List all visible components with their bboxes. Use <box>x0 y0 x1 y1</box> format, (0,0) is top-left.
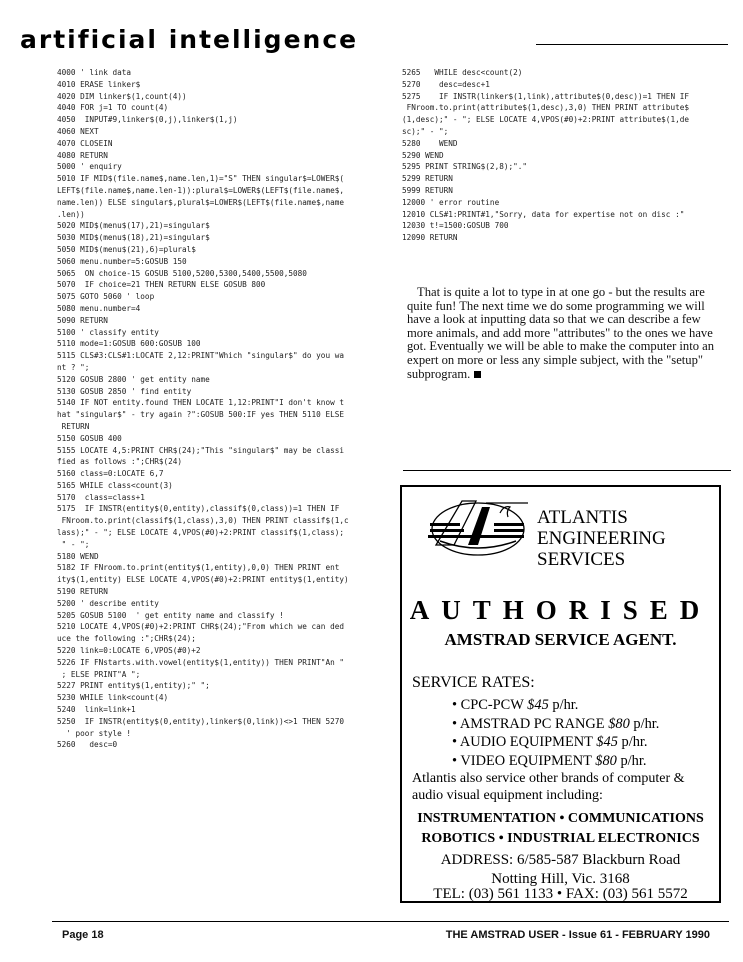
code-line: 5999 RETURN <box>402 185 453 195</box>
address-line: Notting Hill, Vic. 3168 <box>491 871 630 887</box>
code-line: FNroom.to.print(classif$(1,class),3,0) THEN PRINT classif$(1,c <box>57 516 349 526</box>
code-listing-right <box>402 67 727 244</box>
rate-unit: p/hr. <box>633 715 660 732</box>
code-line: 5290 WEND <box>402 150 444 160</box>
code-line: ; ELSE PRINT"A "; <box>57 669 141 679</box>
company-name-line: ATLANTIS <box>537 507 628 528</box>
phone-fax: TEL: (03) 561 1133 • FAX: (03) 561 5572 <box>433 886 688 902</box>
code-line: 5227 PRINT entity$(1,entity);" "; <box>57 681 210 691</box>
code-line: 5070 IF choice=21 THEN RETURN ELSE GOSUB 800 <box>57 280 266 290</box>
code-line: 4060 NEXT <box>57 126 99 136</box>
rate-item <box>452 696 659 715</box>
code-line: nt ? "; <box>57 362 90 372</box>
code-line: 5160 class=0:LOCATE 6,7 <box>57 469 164 479</box>
column-divider <box>403 470 731 471</box>
sector-line: INSTRUMENTATION • COMMUNICATIONS <box>417 811 704 826</box>
code-line: 5230 WHILE link<count(4) <box>57 693 169 703</box>
service-agent-subheading: AMSTRAD SERVICE AGENT. <box>444 630 677 649</box>
code-line: 5200 ' describe entity <box>57 598 159 608</box>
rate-item-name: AMSTRAD PC RANGE <box>459 715 605 732</box>
code-line: (1,desc);" - "; ELSE LOCATE 4,VPOS(#0)+2:PRINT attribute$(1,de <box>402 115 689 125</box>
code-line: 5280 WEND <box>402 138 458 148</box>
rate-item <box>452 752 659 771</box>
code-line: 5010 IF MID$(file.name$,name.len,1)="S" THEN singular$=LOWER$( <box>57 174 344 184</box>
code-line: 4020 DIM linker$(1,count(4)) <box>57 91 187 101</box>
page-header <box>20 25 730 54</box>
article-conclusion <box>407 286 725 381</box>
code-line: 12090 RETURN <box>402 233 458 243</box>
rate-item <box>452 715 659 734</box>
code-line: 5270 desc=desc+1 <box>402 79 490 89</box>
code-line: 5165 WHILE class<count(3) <box>57 480 173 490</box>
code-line: 5295 PRINT STRING$(2,8);"." <box>402 162 527 172</box>
code-line: sc);" - "; <box>402 126 449 136</box>
code-line: 5210 LOCATE 4,VPOS(#0)+2:PRINT CHR$(24);"From which we can ded <box>57 622 344 632</box>
sector-line: ROBOTICS • INDUSTRIAL ELECTRONICS <box>421 831 700 846</box>
code-line: 4040 FOR j=1 TO count(4) <box>57 103 169 113</box>
code-line: 4080 RETURN <box>57 150 108 160</box>
service-rates-list <box>452 696 659 770</box>
code-line: 5260 desc=0 <box>57 740 118 750</box>
rate-item <box>452 733 659 752</box>
atlantis-logo <box>420 493 534 563</box>
code-line: 5050 MID$(menu$(21),6)=plural$ <box>57 244 196 254</box>
code-line: 5182 IF FNroom.to.print(entity$(1,entity),0,0) THEN PRINT ent <box>57 563 340 573</box>
company-name-line: ENGINEERING <box>537 528 666 549</box>
code-line: 5065 ON choice-15 GOSUB 5100,5200,5300,5400,5500,5080 <box>57 268 307 278</box>
code-line: 5155 LOCATE 4,5:PRINT CHR$(24);"This "singular$" may be classi <box>57 445 344 455</box>
code-line: 5250 IF INSTR(entity$(0,entity),linker$(0,link))<>1 THEN 5270 <box>57 716 344 726</box>
rate-unit: p/hr. <box>621 734 648 751</box>
company-address <box>402 851 719 889</box>
address-line: ADDRESS: 6/585-587 Blackburn Road <box>440 852 681 868</box>
code-line: 4000 ' link data <box>57 68 132 77</box>
header-rule <box>536 44 728 45</box>
code-line: 5100 ' classify entity <box>57 327 159 337</box>
code-line: 5299 RETURN <box>402 174 453 184</box>
code-line: FNroom.to.print(attribute$(1,desc),3,0) THEN PRINT attribute$ <box>402 103 689 113</box>
code-line: 5220 link=0:LOCATE 6,VPOS(#0)+2 <box>57 646 201 656</box>
code-line: 5190 RETURN <box>57 587 108 597</box>
code-line: 5240 link=link+1 <box>57 705 136 715</box>
code-line: " - "; <box>57 539 90 549</box>
code-line: 5205 GOSUB 5100 ' get entity name and classify ! <box>57 610 284 620</box>
rate-unit: p/hr. <box>552 697 579 713</box>
code-line: 5080 menu.number=4 <box>57 303 141 313</box>
code-line: 5150 GOSUB 400 <box>57 433 122 443</box>
rate-unit: p/hr. <box>620 752 647 769</box>
code-line: 4070 CLOSEIN <box>57 138 113 148</box>
code-line: 5130 GOSUB 2850 ' find entity <box>57 386 192 396</box>
code-line: 5226 IF FNstarts.with.vowel(entity$(1,entity)) THEN PRINT"An " <box>57 657 344 667</box>
code-line: uce the following :";CHR$(24); <box>57 634 196 644</box>
rate-price: $80 <box>608 715 630 732</box>
code-line: 12030 t!=1500:GOSUB 700 <box>402 221 509 231</box>
code-line: 5275 IF INSTR(linker$(1,link),attribute$(0,desc))=1 THEN IF <box>402 91 689 101</box>
page-number: Page 18 <box>62 929 104 941</box>
code-line: 5115 CLS#3:CLS#1:LOCATE 2,12:PRINT"Which "singular$" do you wa <box>57 351 344 361</box>
code-line: RETURN <box>57 421 90 431</box>
company-name <box>537 507 666 570</box>
code-line: 5140 IF NOT entity.found THEN LOCATE 1,12:PRINT"I don't know t <box>57 398 344 408</box>
code-line: 4050 INPUT#9,linker$(0,j),linker$(1,j) <box>57 115 238 125</box>
code-line: .len)) <box>57 209 85 219</box>
service-rates-title: SERVICE RATES: <box>412 674 535 691</box>
advertisement <box>400 485 721 903</box>
other-brands-note: Atlantis also service other brands of computer & audio visual equipment including: <box>412 771 685 803</box>
code-line: name.len)) ELSE singular$,plural$=LOWER$(LEFT$(file.name$,name <box>57 197 344 207</box>
code-line: 5170 class=class+1 <box>57 492 145 502</box>
rate-item-name: AUDIO EQUIPMENT <box>459 734 593 751</box>
industry-sectors <box>402 809 719 849</box>
code-line: ' poor style ! <box>57 728 132 738</box>
code-line: fied as follows :";CHR$(24) <box>57 457 182 467</box>
rate-item-name: VIDEO EQUIPMENT <box>460 752 592 769</box>
code-line: 5265 WHILE desc<count(2) <box>402 68 523 77</box>
section-title: artificial intelligence <box>20 25 359 54</box>
code-line: 5075 GOTO 5060 ' loop <box>57 292 155 302</box>
code-line: 5090 RETURN <box>57 315 108 325</box>
code-line: 4010 ERASE linker$ <box>57 79 141 89</box>
code-line: ity$(1,entity) ELSE LOCATE 4,VPOS(#0)+2:PRINT entity$(1,entity) <box>57 575 349 585</box>
company-name-line: SERVICES <box>537 549 626 570</box>
article-conclusion-text: That is quite a lot to type in at one go - but the results are quite fun! The next time we do some programming we will have a look at inputting data so that we can describe a few more animals, and add more "attributes" to the ones we have got. Eventually we will be able to make the computer into an expert on more or less any simple subject, with the "setup" subprogram. <box>407 285 715 381</box>
rate-item-name: CPC-PCW <box>460 697 524 713</box>
code-line: 5120 GOSUB 2800 ' get entity name <box>57 374 210 384</box>
code-line: 5020 MID$(menu$(17),21)=singular$ <box>57 221 210 231</box>
code-line: 12010 CLS#1:PRINT#1,"Sorry, data for expertise not on disc :" <box>402 209 685 219</box>
footer-rule <box>52 921 729 922</box>
code-line: hat "singular$" - try again ?":GOSUB 500:IF yes THEN 5110 ELSE <box>57 410 344 420</box>
code-line: 5060 menu.number=5:GOSUB 150 <box>57 256 187 266</box>
code-line: lass);" - "; ELSE LOCATE 4,VPOS(#0)+2:PRINT classif$(1,class); <box>57 528 344 538</box>
rate-price: $45 <box>596 734 618 751</box>
code-line: 5110 mode=1:GOSUB 600:GOSUB 100 <box>57 339 201 349</box>
code-listing-left <box>57 67 373 751</box>
code-line: 5000 ' enquiry <box>57 162 122 172</box>
end-of-article-mark <box>474 371 481 378</box>
code-line: 5175 IF INSTR(entity$(0,entity),classif$(0,class))=1 THEN IF <box>57 504 340 514</box>
issue-info: THE AMSTRAD USER - Issue 61 - FEBRUARY 1990 <box>445 929 710 941</box>
code-line: LEFT$(file.name$,name.len-1)):plural$=LOWER$(LEFT$(file.name$, <box>57 185 344 195</box>
rate-price: $45 <box>527 697 549 713</box>
rate-price: $80 <box>595 752 617 769</box>
authorised-heading: AUTHORISED <box>409 595 712 625</box>
code-line: 5030 MID$(menu$(18),21)=singular$ <box>57 233 210 243</box>
code-line: 5180 WEND <box>57 551 99 561</box>
code-line: 12000 ' error routine <box>402 197 500 207</box>
